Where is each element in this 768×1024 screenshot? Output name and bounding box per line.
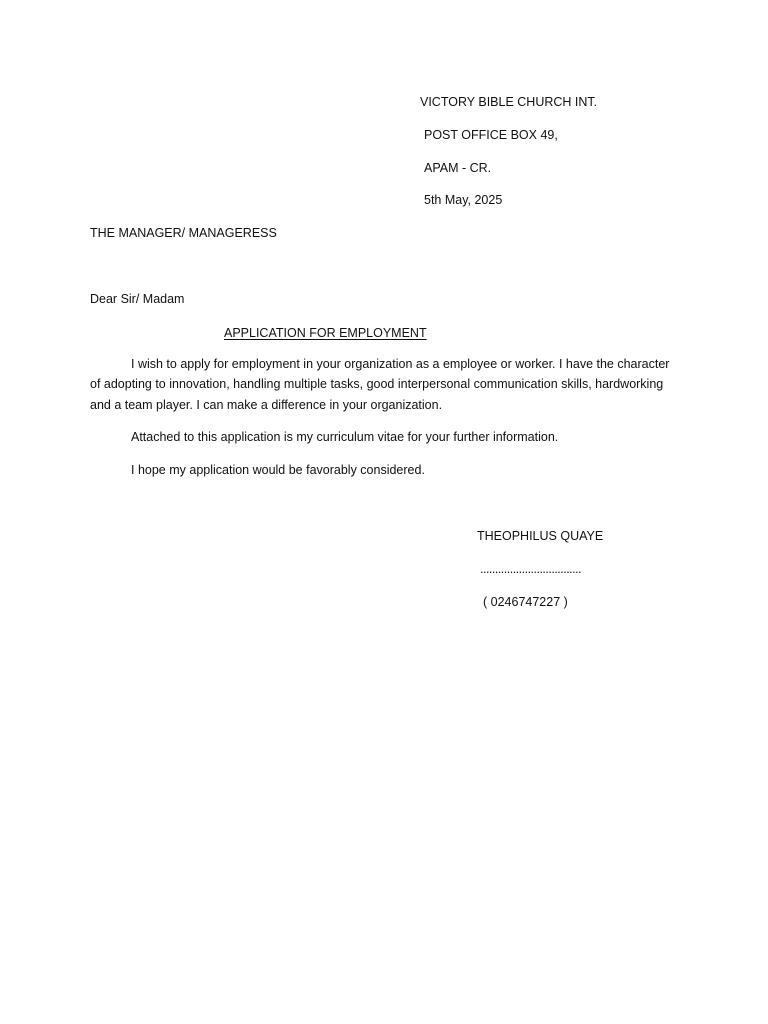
recipient-title: THE MANAGER/ MANAGERESS [90,226,277,240]
body-paragraph-3: I hope my application would be favorably considered. [131,463,425,477]
letter-date: 5th May, 2025 [424,193,503,207]
phone-number: ( 0246747227 ) [483,595,568,609]
subject-heading: APPLICATION FOR EMPLOYMENT [224,326,427,340]
body-paragraph-1: I wish to apply for employment in your organization as a employee or worker. I have the character of adopting to innovation, handling multiple tasks, good interpersonal communication skills, hardworking and a team player. I can make a difference in your organization. [90,357,670,412]
sender-city: APAM - CR. [424,161,492,175]
salutation: Dear Sir/ Madam [90,292,185,306]
signatory-name: THEOPHILUS QUAYE [477,529,604,543]
sender-organization: VICTORY BIBLE CHURCH INT. [420,95,598,109]
body-paragraph-2: Attached to this application is my curriculum vitae for your further information. [131,430,559,444]
sender-address-line: POST OFFICE BOX 49, [424,128,558,142]
signature-line: .................................. [480,562,582,576]
